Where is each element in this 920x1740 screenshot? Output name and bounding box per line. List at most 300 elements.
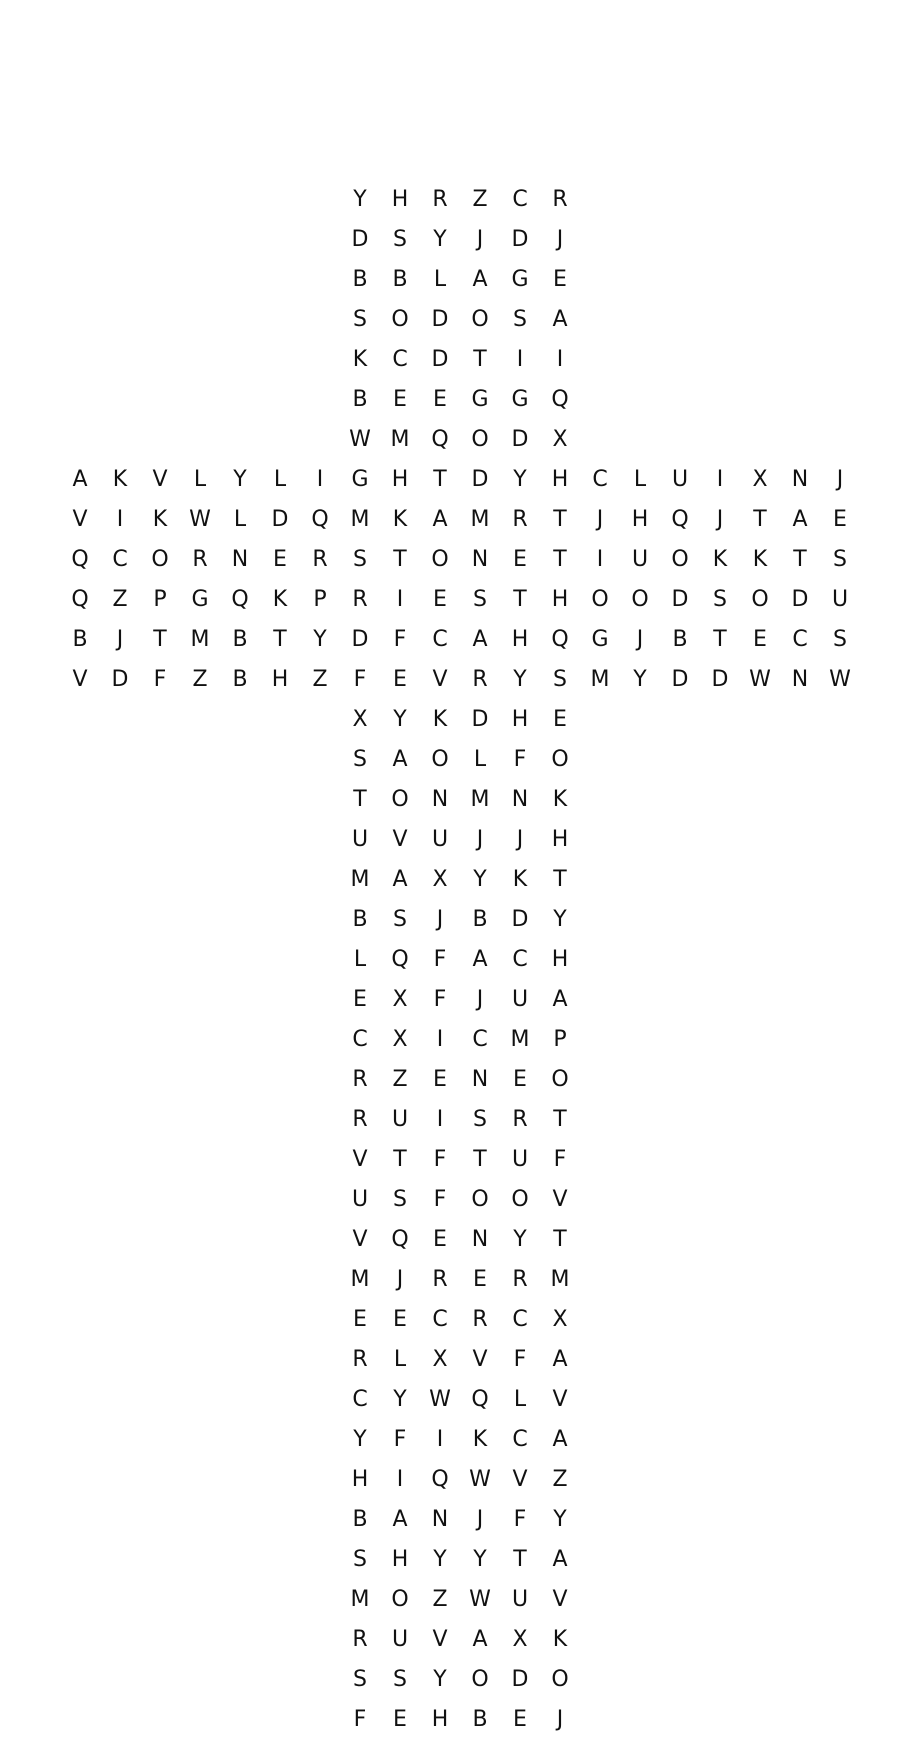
grid-letter[interactable]: J: [476, 827, 484, 852]
grid-letter[interactable]: J: [636, 627, 644, 652]
grid-letter[interactable]: Q: [471, 1387, 489, 1412]
grid-letter[interactable]: T: [393, 547, 407, 572]
grid-letter[interactable]: W: [469, 1587, 491, 1612]
grid-letter[interactable]: B: [352, 387, 368, 412]
grid-letter[interactable]: C: [592, 467, 608, 492]
grid-letter[interactable]: I: [596, 547, 604, 572]
grid-letter[interactable]: U: [511, 1587, 529, 1612]
grid-letter[interactable]: P: [553, 1027, 567, 1052]
grid-letter[interactable]: R: [352, 1067, 368, 1092]
grid-letter[interactable]: A: [72, 467, 88, 492]
grid-letter[interactable]: Z: [552, 1467, 568, 1492]
grid-letter[interactable]: V: [152, 467, 168, 492]
grid-letter[interactable]: T: [513, 1547, 527, 1572]
grid-letter[interactable]: H: [271, 667, 289, 692]
grid-letter[interactable]: S: [353, 1547, 367, 1572]
grid-letter[interactable]: C: [512, 947, 528, 972]
grid-letter[interactable]: Q: [551, 627, 569, 652]
grid-letter[interactable]: N: [471, 1227, 489, 1252]
grid-letter[interactable]: G: [511, 387, 529, 412]
grid-letter[interactable]: A: [472, 627, 488, 652]
grid-letter[interactable]: D: [111, 667, 129, 692]
grid-letter[interactable]: L: [473, 747, 487, 772]
grid-letter[interactable]: V: [552, 1387, 568, 1412]
grid-letter[interactable]: M: [590, 667, 610, 692]
grid-letter[interactable]: L: [393, 1347, 407, 1372]
grid-letter[interactable]: P: [313, 587, 327, 612]
grid-letter[interactable]: X: [392, 1027, 408, 1052]
grid-letter[interactable]: U: [351, 827, 369, 852]
grid-letter[interactable]: Y: [473, 867, 487, 892]
grid-letter[interactable]: E: [553, 707, 567, 732]
grid-letter[interactable]: D: [431, 307, 449, 332]
grid-letter[interactable]: S: [713, 587, 727, 612]
grid-letter[interactable]: V: [512, 1467, 528, 1492]
grid-letter[interactable]: O: [471, 1187, 489, 1212]
grid-letter[interactable]: T: [473, 1147, 487, 1172]
grid-letter[interactable]: O: [151, 547, 169, 572]
grid-letter[interactable]: Y: [513, 667, 527, 692]
grid-letter[interactable]: H: [511, 707, 529, 732]
grid-letter[interactable]: A: [552, 307, 568, 332]
grid-letter[interactable]: A: [472, 947, 488, 972]
grid-letter[interactable]: K: [472, 1427, 488, 1452]
grid-letter[interactable]: V: [552, 1587, 568, 1612]
grid-letter[interactable]: K: [272, 587, 288, 612]
grid-letter[interactable]: V: [432, 1627, 448, 1652]
grid-letter[interactable]: M: [470, 507, 490, 532]
grid-letter[interactable]: A: [552, 1427, 568, 1452]
grid-letter[interactable]: H: [351, 1467, 369, 1492]
grid-letter[interactable]: X: [552, 1307, 568, 1332]
grid-letter[interactable]: V: [432, 667, 448, 692]
grid-letter[interactable]: D: [351, 227, 369, 252]
grid-letter[interactable]: V: [72, 507, 88, 532]
grid-letter[interactable]: S: [393, 1667, 407, 1692]
grid-letter[interactable]: E: [433, 387, 447, 412]
grid-letter[interactable]: B: [232, 627, 248, 652]
grid-letter[interactable]: N: [791, 667, 809, 692]
grid-letter[interactable]: T: [553, 1227, 567, 1252]
grid-letter[interactable]: D: [671, 667, 689, 692]
grid-letter[interactable]: A: [472, 267, 488, 292]
grid-letter[interactable]: M: [350, 1267, 370, 1292]
grid-letter[interactable]: T: [393, 1147, 407, 1172]
grid-letter[interactable]: O: [471, 1667, 489, 1692]
grid-letter[interactable]: C: [432, 627, 448, 652]
grid-letter[interactable]: K: [152, 507, 168, 532]
grid-letter[interactable]: D: [271, 507, 289, 532]
grid-letter[interactable]: F: [513, 1347, 527, 1372]
grid-letter[interactable]: G: [351, 467, 369, 492]
grid-letter[interactable]: Q: [71, 587, 89, 612]
grid-letter[interactable]: C: [352, 1027, 368, 1052]
grid-letter[interactable]: U: [391, 1627, 409, 1652]
grid-letter[interactable]: D: [511, 427, 529, 452]
grid-letter[interactable]: X: [432, 867, 448, 892]
grid-letter[interactable]: K: [752, 547, 768, 572]
grid-letter[interactable]: G: [471, 387, 489, 412]
grid-letter[interactable]: E: [393, 387, 407, 412]
grid-letter[interactable]: P: [153, 587, 167, 612]
grid-letter[interactable]: O: [631, 587, 649, 612]
grid-letter[interactable]: H: [551, 587, 569, 612]
grid-letter[interactable]: F: [153, 667, 167, 692]
grid-letter[interactable]: R: [512, 507, 528, 532]
grid-letter[interactable]: K: [552, 787, 568, 812]
grid-letter[interactable]: I: [316, 467, 324, 492]
grid-letter[interactable]: D: [511, 907, 529, 932]
grid-letter[interactable]: W: [749, 667, 771, 692]
grid-letter[interactable]: F: [393, 627, 407, 652]
grid-letter[interactable]: M: [470, 787, 490, 812]
grid-letter[interactable]: D: [471, 467, 489, 492]
grid-letter[interactable]: Z: [312, 667, 328, 692]
grid-letter[interactable]: F: [433, 1147, 447, 1172]
grid-letter[interactable]: O: [511, 1187, 529, 1212]
grid-letter[interactable]: C: [472, 1027, 488, 1052]
grid-letter[interactable]: R: [512, 1267, 528, 1292]
grid-letter[interactable]: K: [512, 867, 528, 892]
grid-letter[interactable]: D: [431, 347, 449, 372]
grid-letter[interactable]: U: [511, 987, 529, 1012]
grid-letter[interactable]: B: [352, 267, 368, 292]
grid-letter[interactable]: K: [392, 507, 408, 532]
grid-letter[interactable]: A: [392, 1507, 408, 1532]
grid-letter[interactable]: C: [352, 1387, 368, 1412]
grid-letter[interactable]: S: [353, 547, 367, 572]
grid-letter[interactable]: E: [513, 547, 527, 572]
grid-letter[interactable]: C: [512, 1427, 528, 1452]
grid-letter[interactable]: S: [553, 667, 567, 692]
grid-letter[interactable]: V: [552, 1187, 568, 1212]
grid-letter[interactable]: G: [511, 267, 529, 292]
grid-letter[interactable]: S: [473, 587, 487, 612]
grid-letter[interactable]: O: [551, 1667, 569, 1692]
grid-letter[interactable]: F: [513, 747, 527, 772]
grid-letter[interactable]: F: [353, 1707, 367, 1732]
grid-letter[interactable]: O: [431, 747, 449, 772]
grid-letter[interactable]: E: [473, 1267, 487, 1292]
grid-letter[interactable]: T: [753, 507, 767, 532]
grid-letter[interactable]: E: [353, 1307, 367, 1332]
grid-letter[interactable]: J: [596, 507, 604, 532]
grid-letter[interactable]: T: [553, 507, 567, 532]
grid-letter[interactable]: O: [431, 547, 449, 572]
grid-letter[interactable]: B: [472, 907, 488, 932]
grid-letter[interactable]: Y: [353, 1427, 367, 1452]
grid-letter[interactable]: O: [551, 1067, 569, 1092]
grid-letter[interactable]: T: [553, 867, 567, 892]
grid-letter[interactable]: Y: [433, 1667, 447, 1692]
grid-letter[interactable]: Y: [553, 1507, 567, 1532]
grid-letter[interactable]: K: [712, 547, 728, 572]
grid-letter[interactable]: W: [349, 427, 371, 452]
grid-letter[interactable]: U: [511, 1147, 529, 1172]
grid-letter[interactable]: J: [396, 1267, 404, 1292]
grid-letter[interactable]: S: [353, 747, 367, 772]
grid-letter[interactable]: W: [829, 667, 851, 692]
grid-letter[interactable]: D: [471, 707, 489, 732]
grid-letter[interactable]: O: [671, 547, 689, 572]
grid-letter[interactable]: M: [350, 867, 370, 892]
grid-letter[interactable]: Z: [432, 1587, 448, 1612]
grid-letter[interactable]: Y: [393, 707, 407, 732]
grid-letter[interactable]: J: [556, 227, 564, 252]
grid-letter[interactable]: W: [189, 507, 211, 532]
grid-letter[interactable]: H: [551, 827, 569, 852]
grid-letter[interactable]: Y: [353, 187, 367, 212]
grid-letter[interactable]: N: [791, 467, 809, 492]
grid-letter[interactable]: B: [392, 267, 408, 292]
grid-letter[interactable]: I: [556, 347, 564, 372]
grid-letter[interactable]: Y: [393, 1387, 407, 1412]
grid-letter[interactable]: B: [472, 1707, 488, 1732]
grid-letter[interactable]: Q: [671, 507, 689, 532]
grid-letter[interactable]: T: [273, 627, 287, 652]
grid-letter[interactable]: D: [671, 587, 689, 612]
grid-letter[interactable]: J: [436, 907, 444, 932]
grid-letter[interactable]: B: [352, 907, 368, 932]
grid-letter[interactable]: D: [791, 587, 809, 612]
grid-letter[interactable]: V: [352, 1227, 368, 1252]
grid-letter[interactable]: R: [192, 547, 208, 572]
grid-letter[interactable]: R: [352, 587, 368, 612]
grid-letter[interactable]: S: [833, 547, 847, 572]
grid-letter[interactable]: S: [353, 1667, 367, 1692]
grid-letter[interactable]: L: [353, 947, 367, 972]
grid-letter[interactable]: T: [433, 467, 447, 492]
grid-letter[interactable]: B: [352, 1507, 368, 1532]
grid-letter[interactable]: T: [553, 1107, 567, 1132]
grid-letter[interactable]: Y: [433, 227, 447, 252]
grid-letter[interactable]: V: [72, 667, 88, 692]
grid-letter[interactable]: H: [391, 467, 409, 492]
grid-letter[interactable]: Q: [231, 587, 249, 612]
grid-letter[interactable]: H: [631, 507, 649, 532]
grid-letter[interactable]: N: [231, 547, 249, 572]
grid-letter[interactable]: V: [352, 1147, 368, 1172]
grid-letter[interactable]: C: [392, 347, 408, 372]
grid-letter[interactable]: U: [671, 467, 689, 492]
grid-letter[interactable]: I: [436, 1427, 444, 1452]
grid-letter[interactable]: G: [191, 587, 209, 612]
grid-letter[interactable]: J: [116, 627, 124, 652]
grid-letter[interactable]: T: [473, 347, 487, 372]
grid-letter[interactable]: F: [433, 1187, 447, 1212]
grid-letter[interactable]: A: [432, 507, 448, 532]
grid-letter[interactable]: M: [350, 507, 370, 532]
grid-letter[interactable]: T: [513, 587, 527, 612]
grid-letter[interactable]: J: [476, 987, 484, 1012]
grid-letter[interactable]: Z: [112, 587, 128, 612]
grid-letter[interactable]: E: [393, 1307, 407, 1332]
grid-letter[interactable]: L: [233, 507, 247, 532]
grid-letter[interactable]: U: [351, 1187, 369, 1212]
grid-letter[interactable]: F: [433, 947, 447, 972]
grid-letter[interactable]: I: [436, 1107, 444, 1132]
grid-letter[interactable]: J: [556, 1707, 564, 1732]
grid-letter[interactable]: X: [432, 1347, 448, 1372]
grid-letter[interactable]: S: [473, 1107, 487, 1132]
grid-letter[interactable]: B: [672, 627, 688, 652]
grid-letter[interactable]: C: [792, 627, 808, 652]
grid-letter[interactable]: H: [391, 1547, 409, 1572]
grid-letter[interactable]: E: [353, 987, 367, 1012]
grid-letter[interactable]: T: [553, 547, 567, 572]
grid-letter[interactable]: F: [353, 667, 367, 692]
grid-letter[interactable]: I: [116, 507, 124, 532]
grid-letter[interactable]: F: [513, 1507, 527, 1532]
grid-letter[interactable]: X: [392, 987, 408, 1012]
grid-letter[interactable]: B: [72, 627, 88, 652]
grid-letter[interactable]: Q: [431, 427, 449, 452]
grid-letter[interactable]: E: [273, 547, 287, 572]
grid-letter[interactable]: Y: [633, 667, 647, 692]
grid-letter[interactable]: O: [471, 427, 489, 452]
grid-letter[interactable]: O: [391, 307, 409, 332]
grid-letter[interactable]: E: [433, 1227, 447, 1252]
grid-letter[interactable]: J: [836, 467, 844, 492]
grid-letter[interactable]: S: [353, 307, 367, 332]
grid-letter[interactable]: R: [512, 1107, 528, 1132]
grid-letter[interactable]: E: [513, 1067, 527, 1092]
grid-letter[interactable]: R: [352, 1627, 368, 1652]
grid-letter[interactable]: T: [353, 787, 367, 812]
grid-letter[interactable]: X: [552, 427, 568, 452]
grid-letter[interactable]: O: [471, 307, 489, 332]
grid-letter[interactable]: Z: [392, 1067, 408, 1092]
grid-letter[interactable]: N: [431, 1507, 449, 1532]
grid-letter[interactable]: Q: [71, 547, 89, 572]
grid-letter[interactable]: E: [753, 627, 767, 652]
grid-letter[interactable]: J: [716, 507, 724, 532]
grid-letter[interactable]: A: [792, 507, 808, 532]
grid-letter[interactable]: Y: [513, 467, 527, 492]
grid-letter[interactable]: R: [472, 1307, 488, 1332]
grid-letter[interactable]: N: [511, 787, 529, 812]
grid-letter[interactable]: E: [393, 667, 407, 692]
grid-letter[interactable]: D: [511, 227, 529, 252]
grid-letter[interactable]: T: [153, 627, 167, 652]
grid-letter[interactable]: Q: [391, 1227, 409, 1252]
grid-letter[interactable]: S: [393, 1187, 407, 1212]
grid-letter[interactable]: X: [352, 707, 368, 732]
grid-letter[interactable]: R: [352, 1347, 368, 1372]
grid-letter[interactable]: C: [432, 1307, 448, 1332]
grid-letter[interactable]: O: [391, 1587, 409, 1612]
grid-letter[interactable]: Y: [513, 1227, 527, 1252]
grid-letter[interactable]: J: [476, 227, 484, 252]
grid-letter[interactable]: R: [432, 1267, 448, 1292]
grid-letter[interactable]: B: [232, 667, 248, 692]
grid-letter[interactable]: F: [553, 1147, 567, 1172]
grid-letter[interactable]: W: [429, 1387, 451, 1412]
grid-letter[interactable]: H: [551, 947, 569, 972]
grid-letter[interactable]: C: [112, 547, 128, 572]
grid-letter[interactable]: E: [433, 1067, 447, 1092]
grid-letter[interactable]: E: [513, 1707, 527, 1732]
grid-letter[interactable]: I: [396, 1467, 404, 1492]
grid-letter[interactable]: L: [273, 467, 287, 492]
grid-letter[interactable]: K: [112, 467, 128, 492]
grid-letter[interactable]: R: [552, 187, 568, 212]
grid-letter[interactable]: S: [393, 907, 407, 932]
grid-letter[interactable]: T: [713, 627, 727, 652]
grid-letter[interactable]: M: [350, 1587, 370, 1612]
grid-letter[interactable]: E: [553, 267, 567, 292]
grid-letter[interactable]: H: [511, 627, 529, 652]
grid-letter[interactable]: R: [352, 1107, 368, 1132]
grid-letter[interactable]: S: [393, 227, 407, 252]
grid-letter[interactable]: R: [472, 667, 488, 692]
grid-letter[interactable]: R: [312, 547, 328, 572]
grid-letter[interactable]: M: [510, 1027, 530, 1052]
grid-letter[interactable]: N: [431, 787, 449, 812]
grid-letter[interactable]: L: [193, 467, 207, 492]
grid-letter[interactable]: K: [352, 347, 368, 372]
grid-letter[interactable]: C: [512, 187, 528, 212]
grid-letter[interactable]: O: [391, 787, 409, 812]
grid-letter[interactable]: I: [396, 587, 404, 612]
grid-letter[interactable]: Z: [192, 667, 208, 692]
grid-letter[interactable]: D: [511, 1667, 529, 1692]
grid-letter[interactable]: J: [476, 1507, 484, 1532]
grid-letter[interactable]: K: [432, 707, 448, 732]
grid-letter[interactable]: O: [551, 747, 569, 772]
grid-letter[interactable]: U: [431, 827, 449, 852]
grid-letter[interactable]: H: [551, 467, 569, 492]
grid-letter[interactable]: J: [516, 827, 524, 852]
grid-letter[interactable]: V: [392, 827, 408, 852]
grid-letter[interactable]: M: [190, 627, 210, 652]
grid-letter[interactable]: L: [633, 467, 647, 492]
grid-letter[interactable]: N: [471, 547, 489, 572]
grid-letter[interactable]: S: [513, 307, 527, 332]
grid-letter[interactable]: L: [433, 267, 447, 292]
grid-letter[interactable]: U: [831, 587, 849, 612]
grid-letter[interactable]: I: [436, 1027, 444, 1052]
grid-letter[interactable]: I: [716, 467, 724, 492]
grid-letter[interactable]: Q: [551, 387, 569, 412]
grid-letter[interactable]: Y: [313, 627, 327, 652]
grid-letter[interactable]: E: [833, 507, 847, 532]
grid-letter[interactable]: Y: [233, 467, 247, 492]
grid-letter[interactable]: U: [631, 547, 649, 572]
grid-letter[interactable]: D: [711, 667, 729, 692]
grid-letter[interactable]: F: [393, 1427, 407, 1452]
grid-letter[interactable]: E: [393, 1707, 407, 1732]
grid-letter[interactable]: A: [392, 867, 408, 892]
grid-letter[interactable]: H: [391, 187, 409, 212]
grid-letter[interactable]: V: [472, 1347, 488, 1372]
grid-letter[interactable]: Q: [391, 947, 409, 972]
grid-letter[interactable]: A: [472, 1627, 488, 1652]
grid-letter[interactable]: Y: [553, 907, 567, 932]
grid-letter[interactable]: A: [392, 747, 408, 772]
grid-letter[interactable]: U: [391, 1107, 409, 1132]
grid-letter[interactable]: Q: [431, 1467, 449, 1492]
grid-letter[interactable]: Q: [311, 507, 329, 532]
grid-letter[interactable]: K: [552, 1627, 568, 1652]
grid-letter[interactable]: N: [471, 1067, 489, 1092]
grid-letter[interactable]: F: [433, 987, 447, 1012]
grid-letter[interactable]: X: [512, 1627, 528, 1652]
grid-letter[interactable]: O: [591, 587, 609, 612]
grid-letter[interactable]: C: [512, 1307, 528, 1332]
grid-letter[interactable]: T: [793, 547, 807, 572]
grid-letter[interactable]: E: [433, 587, 447, 612]
